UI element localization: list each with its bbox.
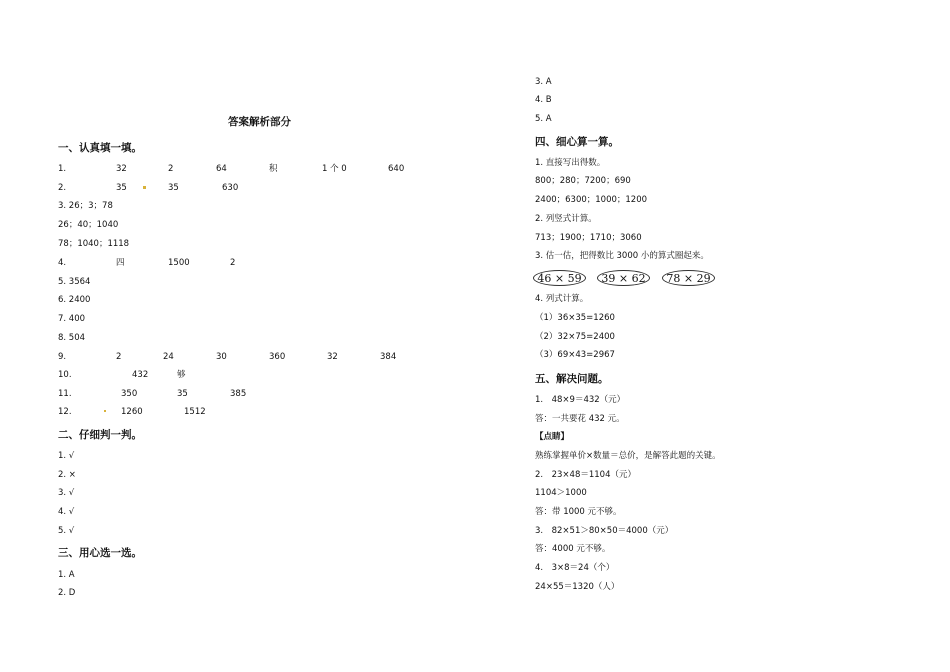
section-heading-choose: 三、用心选一选。 [58,547,142,559]
q12-answer-b: 1512 [184,407,206,417]
q11-answer-a: 350 [121,389,138,399]
q4-answer-c: 2 [230,258,236,268]
calc-sub1-line1: 800；280；7200；690 [535,176,631,186]
choose-item-3: 3. A [535,77,552,87]
q3-line-3: 78；1040；1118 [58,239,130,249]
solve-line-10: 4. 3×8＝24（个） [535,563,615,573]
solve-line-6: 1104＞1000 [535,488,587,498]
q9-answer-c: 30 [216,352,227,362]
calc-sub2-line1: 713；1900；1710；3060 [535,233,642,243]
q10-answer-a: 432 [132,370,149,380]
circled-expression-3: 78 × 29 [662,270,715,286]
q4-answer-a: 四 [116,258,125,268]
q1-answer-a: 32 [116,164,127,174]
q1-answer-b: 2 [168,164,174,174]
q1-answer-c: 64 [216,164,227,174]
section-heading-fill: 一、认真填一填。 [58,142,142,154]
page-title: 答案解析部分 [228,116,291,128]
q3-line-2: 26；40；1040 [58,220,119,230]
judge-item-4: 4. √ [58,507,75,517]
q5-line: 5. 3564 [58,277,91,287]
calc-sub1-label: 1. 直接写出得数。 [535,158,606,168]
section-heading-solve: 五、解决问题。 [535,373,609,385]
q7-line: 7. 400 [58,314,86,324]
calc-sub2-label: 2. 列竖式计算。 [535,214,597,224]
marker-dot [143,186,146,189]
q9-answer-e: 32 [327,352,338,362]
section-heading-judge: 二、仔细判一判。 [58,429,142,441]
q10-number: 10. [58,370,72,380]
q9-answer-f: 384 [380,352,397,362]
solve-line-1: 1. 48×9＝432（元） [535,395,626,405]
q9-number: 9. [58,352,67,362]
calc-sub4-label: 4. 列式计算。 [535,294,589,304]
section-heading-calc: 四、细心算一算。 [535,136,619,148]
solve-line-4: 熟练掌握单价×数量＝总价，是解答此题的关键。 [535,451,721,461]
q2-number: 2. [58,183,67,193]
q6-line: 6. 2400 [58,295,91,305]
q1-answer-d: 积 [269,164,278,174]
choose-item-2: 2. D [58,588,76,598]
q8-line: 8. 504 [58,333,86,343]
solve-line-7: 答：带 1000 元不够。 [535,507,622,517]
circled-expression-1: 46 × 59 [533,270,586,286]
choose-item-5: 5. A [535,114,552,124]
q2-answer-a: 35 [116,183,127,193]
q11-answer-b: 35 [177,389,188,399]
q1-answer-e: 1 个 0 [322,164,347,174]
q12-number: 12. [58,407,72,417]
q2-answer-b: 35 [168,183,179,193]
judge-item-5: 5. √ [58,526,75,536]
q4-answer-b: 1500 [168,258,190,268]
q1-answer-f: 640 [388,164,405,174]
solve-line-9: 答：4000 元不够。 [535,544,611,554]
q9-answer-b: 24 [163,352,174,362]
q9-answer-d: 360 [269,352,286,362]
q10-answer-b: 够 [177,370,186,380]
calc-sub4-line1: （1）36×35=1260 [535,313,615,323]
calc-sub1-line2: 2400；6300；1000；1200 [535,195,648,205]
calc-sub4-line3: （3）69×43=2967 [535,350,615,360]
q11-answer-c: 385 [230,389,247,399]
q2-answer-c: 630 [222,183,239,193]
choose-item-1: 1. A [58,570,75,580]
q3-line-1: 3. 26；3；78 [58,201,113,211]
calc-sub4-line2: （2）32×75=2400 [535,332,615,342]
q9-answer-a: 2 [116,352,122,362]
judge-item-1: 1. √ [58,451,75,461]
marker-dot [104,410,106,412]
solve-line-5: 2. 23×48＝1104（元） [535,470,636,480]
q4-number: 4. [58,258,67,268]
q11-number: 11. [58,389,72,399]
solve-line-3: 【点睛】 [535,432,570,442]
choose-item-4: 4. B [535,95,552,105]
calc-sub3-label: 3. 估一估，把得数比 3000 小的算式圈起来。 [535,251,709,261]
solve-line-11: 24×55＝1320（人） [535,582,620,592]
solve-line-2: 答：一共要花 432 元。 [535,414,625,424]
q1-number: 1. [58,164,67,174]
judge-item-2: 2. × [58,470,76,480]
judge-item-3: 3. √ [58,488,75,498]
circled-expression-2: 39 × 62 [597,270,650,286]
solve-line-8: 3. 82×51＞80×50＝4000（元） [535,526,674,536]
q12-answer-a: 1260 [121,407,143,417]
